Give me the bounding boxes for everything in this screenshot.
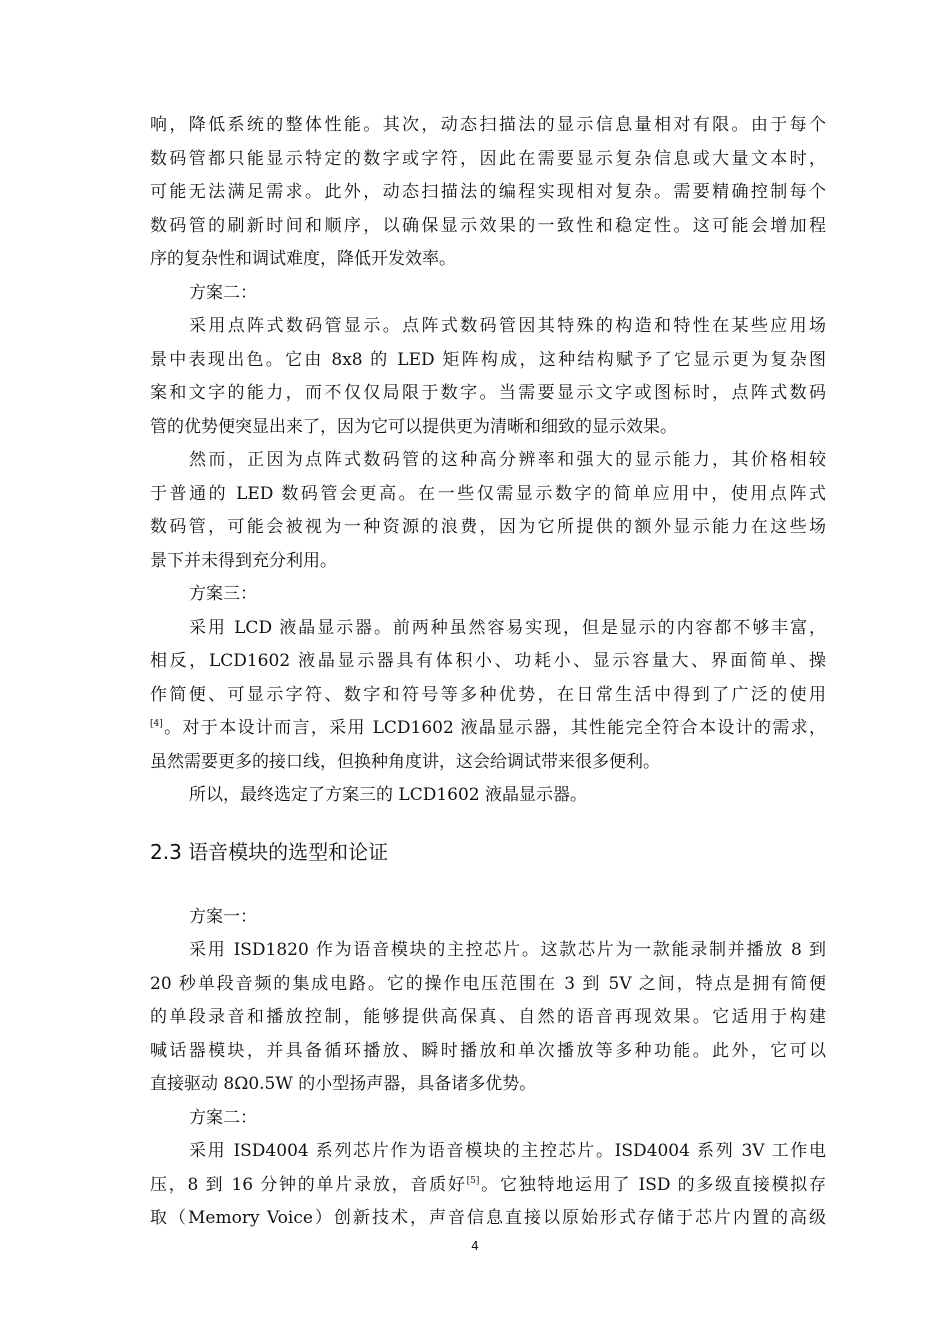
page-number: 4 — [471, 1239, 479, 1253]
paragraph-line: 然而，正因为点阵式数码管的这种高分辨率和强大的显示能力，其价格相较 — [189, 450, 826, 470]
paragraph-line — [150, 1173, 826, 1197]
scheme-label: 方案三： — [189, 584, 257, 604]
paragraph-text: 。对于本设计而言，采用 LCD1602 液晶显示器，其性能完全符合本设计的需求， — [162, 718, 826, 738]
paragraph-line: 采用 ISD4004 系列芯片作为语音模块的主控芯片。ISD4004 系列 3V 工作电 — [189, 1141, 826, 1161]
paragraph-line: 景中表现出色。它由 8x8 的 LED 矩阵构成，这种结构赋予了它显示更为复杂图 — [150, 350, 826, 370]
paragraph-line: 景下并未得到充分利用。 — [150, 551, 337, 571]
conclusion-line: 所以，最终选定了方案三的 LCD1602 液晶显示器。 — [189, 785, 587, 805]
paragraph-line: 可能无法满足需求。此外，动态扫描法的编程实现相对复杂。需要精确控制每个 — [150, 182, 826, 202]
paragraph-line: 案和文字的能力，而不仅仅局限于数字。当需要显示文字或图标时，点阵式数码 — [150, 383, 826, 403]
paragraph-line: 作简便、可显示字符、数字和符号等多种优势，在日常生活中得到了广泛的使用 — [150, 685, 826, 705]
paragraph-line: 于普通的 LED 数码管会更高。在一些仅需显示数字的简单应用中，使用点阵式 — [150, 484, 826, 504]
paragraph-text: 。它独特地运用了 ISD 的多级直接模拟存 — [479, 1175, 826, 1195]
scheme-label: 方案一： — [189, 907, 257, 927]
scheme-label: 方案二： — [189, 1108, 257, 1128]
paragraph-line: 相反，LCD1602 液晶显示器具有体积小、功耗小、显示容量大、界面简单、操 — [150, 651, 826, 671]
paragraph-line: 数码管都只能显示特定的数字或字符，因此在需要显示复杂信息或大量文本时， — [150, 149, 826, 169]
paragraph-text: 压，8 到 16 分钟的单片录放，音质好 — [150, 1175, 467, 1195]
paragraph-line: 管的优势便突显出来了，因为它可以提供更为清晰和细致的显示效果。 — [150, 417, 677, 437]
section-heading: 2.3 语音模块的选型和论证 — [150, 840, 389, 864]
paragraph-line: 的单段录音和播放控制，能够提供高保真、自然的语音再现效果。它适用于构建 — [150, 1007, 826, 1027]
paragraph-line — [150, 716, 826, 740]
paragraph-line: 20 秒单段音频的集成电路。它的操作电压范围在 3 到 5V 之间，特点是拥有简便 — [150, 974, 826, 994]
paragraph-line: 采用 ISD1820 作为语音模块的主控芯片。这款芯片为一款能录制并播放 8 到 — [189, 940, 826, 960]
paragraph-line: 采用点阵式数码管显示。点阵式数码管因其特殊的构造和特性在某些应用场 — [189, 316, 826, 336]
paragraph-line: 虽然需要更多的接口线，但换种角度讲，这会给调试带来很多便利。 — [150, 752, 660, 772]
scheme-label: 方案二： — [189, 283, 257, 303]
paragraph-line: 喊话器模块，并具备循环播放、瞬时播放和单次播放等多种功能。此外，它可以 — [150, 1041, 826, 1061]
paragraph-line: 数码管的刷新时间和顺序，以确保显示效果的一致性和稳定性。这可能会增加程 — [150, 216, 826, 236]
paragraph-line: 采用 LCD 液晶显示器。前两种虽然容易实现，但是显示的内容都不够丰富， — [189, 618, 826, 638]
citation-ref: [5] — [466, 1176, 480, 1186]
paragraph-line: 取（Memory Voice）创新技术，声音信息直接以原始形式存储于芯片内置的高级 — [150, 1208, 826, 1228]
citation-ref: [4] — [150, 719, 163, 729]
paragraph-line: 直接驱动 8Ω0.5W 的小型扬声器，具备诸多优势。 — [150, 1074, 537, 1094]
paragraph-line: 序的复杂性和调试难度，降低开发效率。 — [150, 249, 456, 269]
paragraph-line: 响，降低系统的整体性能。其次，动态扫描法的显示信息量相对有限。由于每个 — [150, 115, 826, 135]
paragraph-line: 数码管，可能会被视为一种资源的浪费，因为它所提供的额外显示能力在这些场 — [150, 517, 826, 537]
